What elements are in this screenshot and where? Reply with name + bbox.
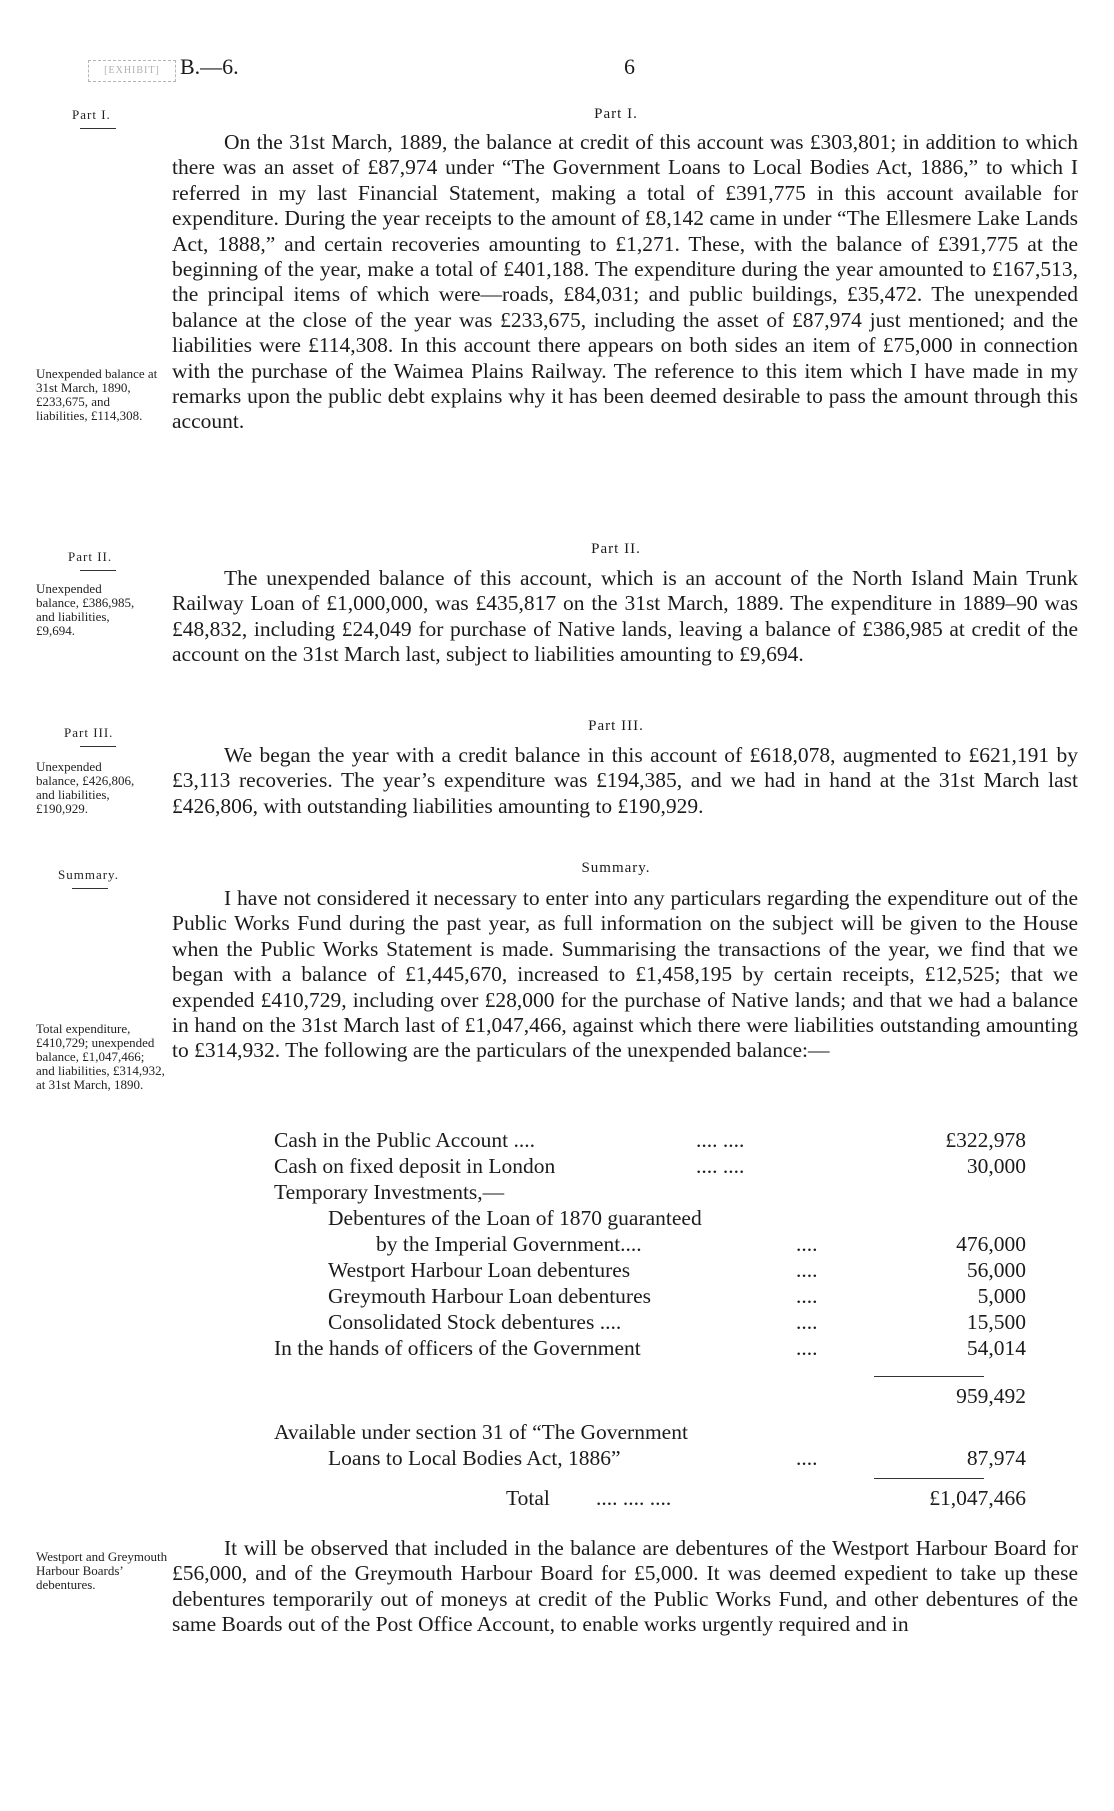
unexpended-balance-table bbox=[172, 1128, 1078, 1528]
row-label: Debentures of the Loan of 1870 guaranteed bbox=[328, 1206, 702, 1230]
paragraph-summary: I have not considered it necessary to enter into any particulars regarding the expenditure out of the Public Works Fund during the past year, as full information on the subject will be given to the House when the Public Works Statement is made. Summarising the transactions of the year, we find that we began with a balance of £1,445,670, increased to £1,458,195 by certain receipts, £12,525; that we expended £410,729, including over £28,000 for the purchase of Native lands; and that we had a balance in hand on the 31st March last of £1,047,466, against which there were liabilities outstanding amounting to £314,932. The following are the particulars of the unexpended balance:— bbox=[172, 886, 1078, 1063]
total-amount: £1,047,466 bbox=[929, 1486, 1026, 1510]
leader-dots: .... bbox=[796, 1232, 818, 1256]
section-heading-summary: Summary. bbox=[581, 860, 651, 876]
row-label: by the Imperial Government.... bbox=[376, 1232, 642, 1256]
table-row bbox=[172, 1206, 1078, 1232]
paragraph-part-1: On the 31st March, 1889, the balance at credit of this account was £303,801; in addition to which there was an asset of £87,974 under “The Government Loans to Local Bodies Act, 1886,” to which I referred in my last Financial Statement, making a total of £391,775 in this account available for expenditure. During the year receipts to the amount of £8,142 came in under “The Ellesmere Lake Lands Act, 1888,” and certain recoveries amounting to £1,271. These, with the balance of £391,775 at the beginning of the year, make a total of £401,188. The expenditure during the year amounted to £167,513, the principal items of which were—roads, £84,031; and public buildings, £35,472. The unexpended balance at the close of the year was £233,675, including the asset of £87,974 just mentioned; and the liabilities were £114,308. In this account there appears on both sides an item of £75,000 in connection with the purchase of the Waimea Plains Railway. The reference to this item which I have made in my remarks upon the public debt explains why it has been deemed desirable to pass the amount through this account. bbox=[172, 130, 1078, 434]
row-amount: 476,000 bbox=[956, 1232, 1026, 1256]
side-rule bbox=[80, 128, 116, 129]
paragraph-part-2: The unexpended balance of this account, which is an account of the North Island Main Trunk Railway Loan of £1,000,000, was £435,817 on the 31st March, 1889. The expenditure in 1889–90 was £48,832, including £24,049 for purchase of Native lands, leaving a balance of £386,985 at credit of the account on the 31st March last, subject to liabilities amounting to £9,694. bbox=[172, 566, 1078, 667]
available-label: Loans to Local Bodies Act, 1886” bbox=[328, 1446, 621, 1470]
row-label: Consolidated Stock debentures .... bbox=[328, 1310, 622, 1334]
subtotal-row bbox=[172, 1384, 1078, 1410]
leader-dots: .... bbox=[796, 1446, 818, 1470]
marginal-note-summary: Total expenditure, £410,729; unexpended balance, £1,047,466; and liabilities, £314,932, at 31st March, 1890. bbox=[36, 1021, 165, 1092]
row-label: Cash on fixed deposit in London bbox=[274, 1154, 556, 1178]
row-amount: 15,500 bbox=[966, 1310, 1026, 1334]
side-rule bbox=[80, 746, 116, 747]
section-heading-part-1: Part I. bbox=[594, 106, 638, 122]
row-amount: 54,014 bbox=[966, 1336, 1026, 1360]
section-heading-part-3: Part III. bbox=[588, 718, 644, 734]
leader-dots: .... bbox=[796, 1310, 818, 1334]
leader-dots: .... .... bbox=[696, 1154, 745, 1178]
table-row bbox=[172, 1284, 1078, 1310]
leader-dots: .... bbox=[796, 1284, 818, 1308]
total-label: Total bbox=[506, 1486, 550, 1510]
side-rule bbox=[80, 570, 116, 571]
page-header bbox=[0, 52, 1114, 86]
row-label: Cash in the Public Account .... bbox=[274, 1128, 535, 1152]
row-amount: £322,978 bbox=[945, 1128, 1026, 1152]
paragraph-debentures: It will be observed that included in the balance are debentures of the Westport Harbour Board for £56,000, and of the Greymouth Harbour Board for £5,000. It was deemed expedient to take up these debentures temporarily out of moneys at credit of the Public Works Fund, and other debentures of the same Boards out of the Post Office Account, to enable works urgently required and in bbox=[172, 1536, 1078, 1637]
document-reference: B.—6. bbox=[180, 54, 239, 79]
available-amount: 87,974 bbox=[966, 1446, 1026, 1470]
available-row bbox=[172, 1420, 1078, 1446]
leader-dots: .... bbox=[796, 1336, 818, 1360]
leader-dots: .... bbox=[796, 1258, 818, 1282]
table-row bbox=[172, 1154, 1078, 1180]
side-heading-part-3: Part III. bbox=[64, 725, 114, 740]
leader-dots: .... .... bbox=[696, 1128, 745, 1152]
table-row bbox=[172, 1310, 1078, 1336]
available-row bbox=[172, 1446, 1078, 1472]
table-row bbox=[172, 1336, 1078, 1362]
row-amount: 30,000 bbox=[966, 1154, 1026, 1178]
paragraph-part-3: We began the year with a credit balance in this account of £618,078, augmented to £621,191 by £3,113 recoveries. The year’s expenditure was £194,385, and we had in hand at the 31st March last £426,806, with outstanding liabilities amounting to £190,929. bbox=[172, 743, 1078, 818]
marginal-note-part-2: Unexpended balance, £386,985, and liabilities, £9,694. bbox=[36, 581, 135, 638]
table-row bbox=[172, 1258, 1078, 1284]
row-amount: 5,000 bbox=[977, 1284, 1026, 1308]
side-heading-part-2: Part II. bbox=[68, 549, 113, 564]
available-label: Available under section 31 of “The Government bbox=[274, 1420, 688, 1444]
row-label: In the hands of officers of the Government bbox=[274, 1336, 641, 1360]
table-row bbox=[172, 1128, 1078, 1154]
total-row bbox=[172, 1486, 1078, 1512]
row-amount: 56,000 bbox=[966, 1258, 1026, 1282]
table-row bbox=[172, 1232, 1078, 1258]
side-heading-summary: Summary. bbox=[58, 867, 119, 882]
archive-stamp: [EXHIBIT] bbox=[88, 60, 176, 82]
side-rule bbox=[72, 888, 108, 889]
row-label: Greymouth Harbour Loan debentures bbox=[328, 1284, 651, 1308]
marginal-note-part-1: Unexpended balance at 31st March, 1890, £233,675, and liabilities, £114,308. bbox=[36, 366, 158, 423]
leader-dots: .... .... .... bbox=[596, 1486, 672, 1510]
table-row bbox=[172, 1180, 1078, 1206]
row-label: Westport Harbour Loan debentures bbox=[328, 1258, 631, 1282]
page-number: 6 bbox=[624, 54, 635, 79]
total-rule bbox=[874, 1478, 984, 1479]
side-heading-part-1: Part I. bbox=[72, 107, 111, 122]
marginal-note-part-3: Unexpended balance, £426,806, and liabilities, £190,929. bbox=[36, 759, 135, 816]
subtotal-amount: 959,492 bbox=[956, 1384, 1026, 1408]
row-label: Temporary Investments,— bbox=[274, 1180, 505, 1204]
marginal-note-debentures: Westport and Greymouth Harbour Boards’ debentures. bbox=[36, 1549, 168, 1592]
subtotal-rule bbox=[874, 1376, 984, 1377]
section-heading-part-2: Part II. bbox=[591, 541, 641, 557]
